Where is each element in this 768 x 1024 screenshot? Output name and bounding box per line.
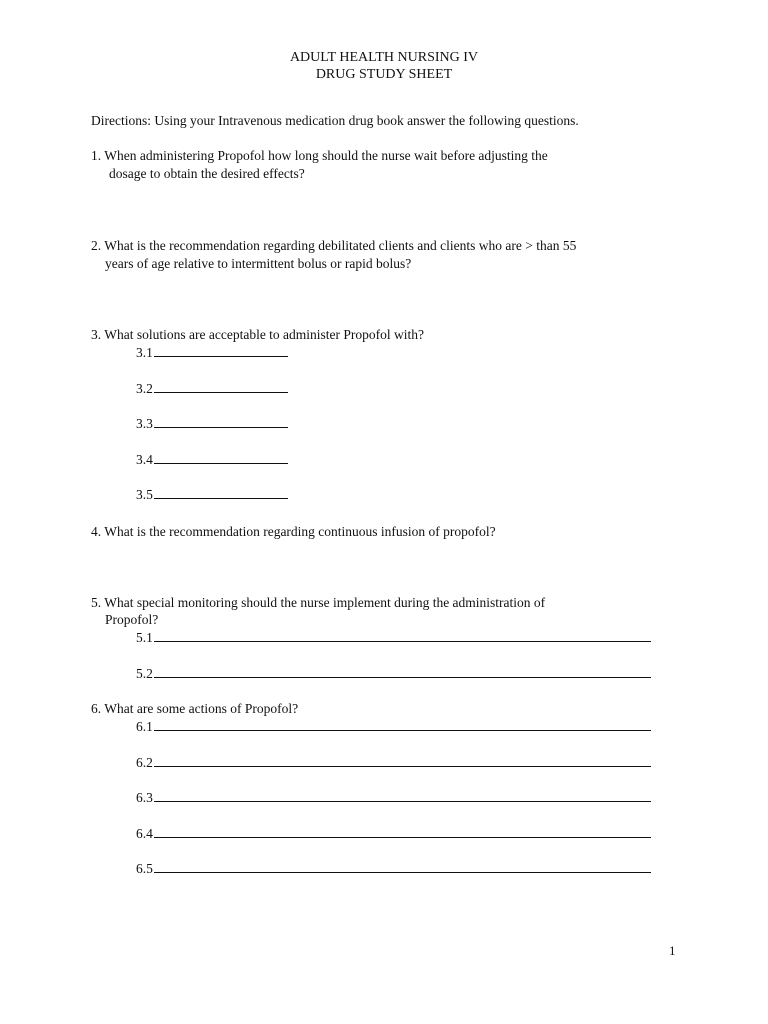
question-1-line-1: 1. When administering Propofol how long should the nurse wait before adjusting the [91,148,548,163]
answer-line [154,836,651,838]
blank-number: 6.3 [136,790,153,805]
blank-number: 6.2 [136,755,153,770]
course-title: ADULT HEALTH NURSING IV [289,50,479,65]
answer-blank-6-3[interactable] [136,790,651,806]
answer-blank-3-3[interactable] [136,416,288,432]
answer-line [154,765,651,767]
blank-number: 6.5 [136,861,153,876]
answer-line [154,640,651,642]
blank-number: 3.2 [136,381,153,396]
question-1-line-2: dosage to obtain the desired effects? [109,166,305,181]
blank-number: 6.1 [136,719,153,734]
blank-number: 3.1 [136,345,153,360]
answer-line [154,355,288,357]
answer-line [154,729,651,731]
question-5-line-2: Propofol? [105,612,159,627]
answer-blank-3-4[interactable] [136,452,288,468]
blank-number: 5.2 [136,666,153,681]
page-number: 1 [669,943,676,958]
question-6-text: 6. What are some actions of Propofol? [91,701,299,716]
question-5-line-1: 5. What special monitoring should the nurse implement during the administration of [91,595,546,610]
answer-blank-5-2[interactable] [136,666,651,682]
answer-blank-3-5[interactable] [136,487,288,503]
blank-number: 3.4 [136,452,153,467]
question-2-line-2: years of age relative to intermittent bolus or rapid bolus? [105,256,412,271]
answer-blank-6-1[interactable] [136,719,651,735]
answer-blank-6-2[interactable] [136,755,651,771]
answer-blank-3-1[interactable] [136,345,288,361]
blank-number: 3.3 [136,416,153,431]
answer-line [154,462,288,464]
answer-blank-5-1[interactable] [136,630,651,646]
blank-number: 5.1 [136,630,153,645]
answer-line [154,391,288,393]
answer-line [154,497,288,499]
question-3-text: 3. What solutions are acceptable to administer Propofol with? [91,327,425,342]
answer-line [154,800,651,802]
blank-number: 6.4 [136,826,153,841]
directions-text: Directions: Using your Intravenous medication drug book answer the following questions. [91,113,579,128]
question-2-line-1: 2. What is the recommendation regarding debilitated clients and clients who are > than 55 [91,238,577,253]
answer-line [154,676,651,678]
answer-blank-3-2[interactable] [136,381,288,397]
answer-line [154,871,651,873]
answer-blank-6-4[interactable] [136,826,651,842]
sheet-title: DRUG STUDY SHEET [315,67,453,82]
answer-blank-6-5[interactable] [136,861,651,877]
answer-line [154,426,288,428]
blank-number: 3.5 [136,487,153,502]
question-4-text: 4. What is the recommendation regarding continuous infusion of propofol? [91,524,496,539]
